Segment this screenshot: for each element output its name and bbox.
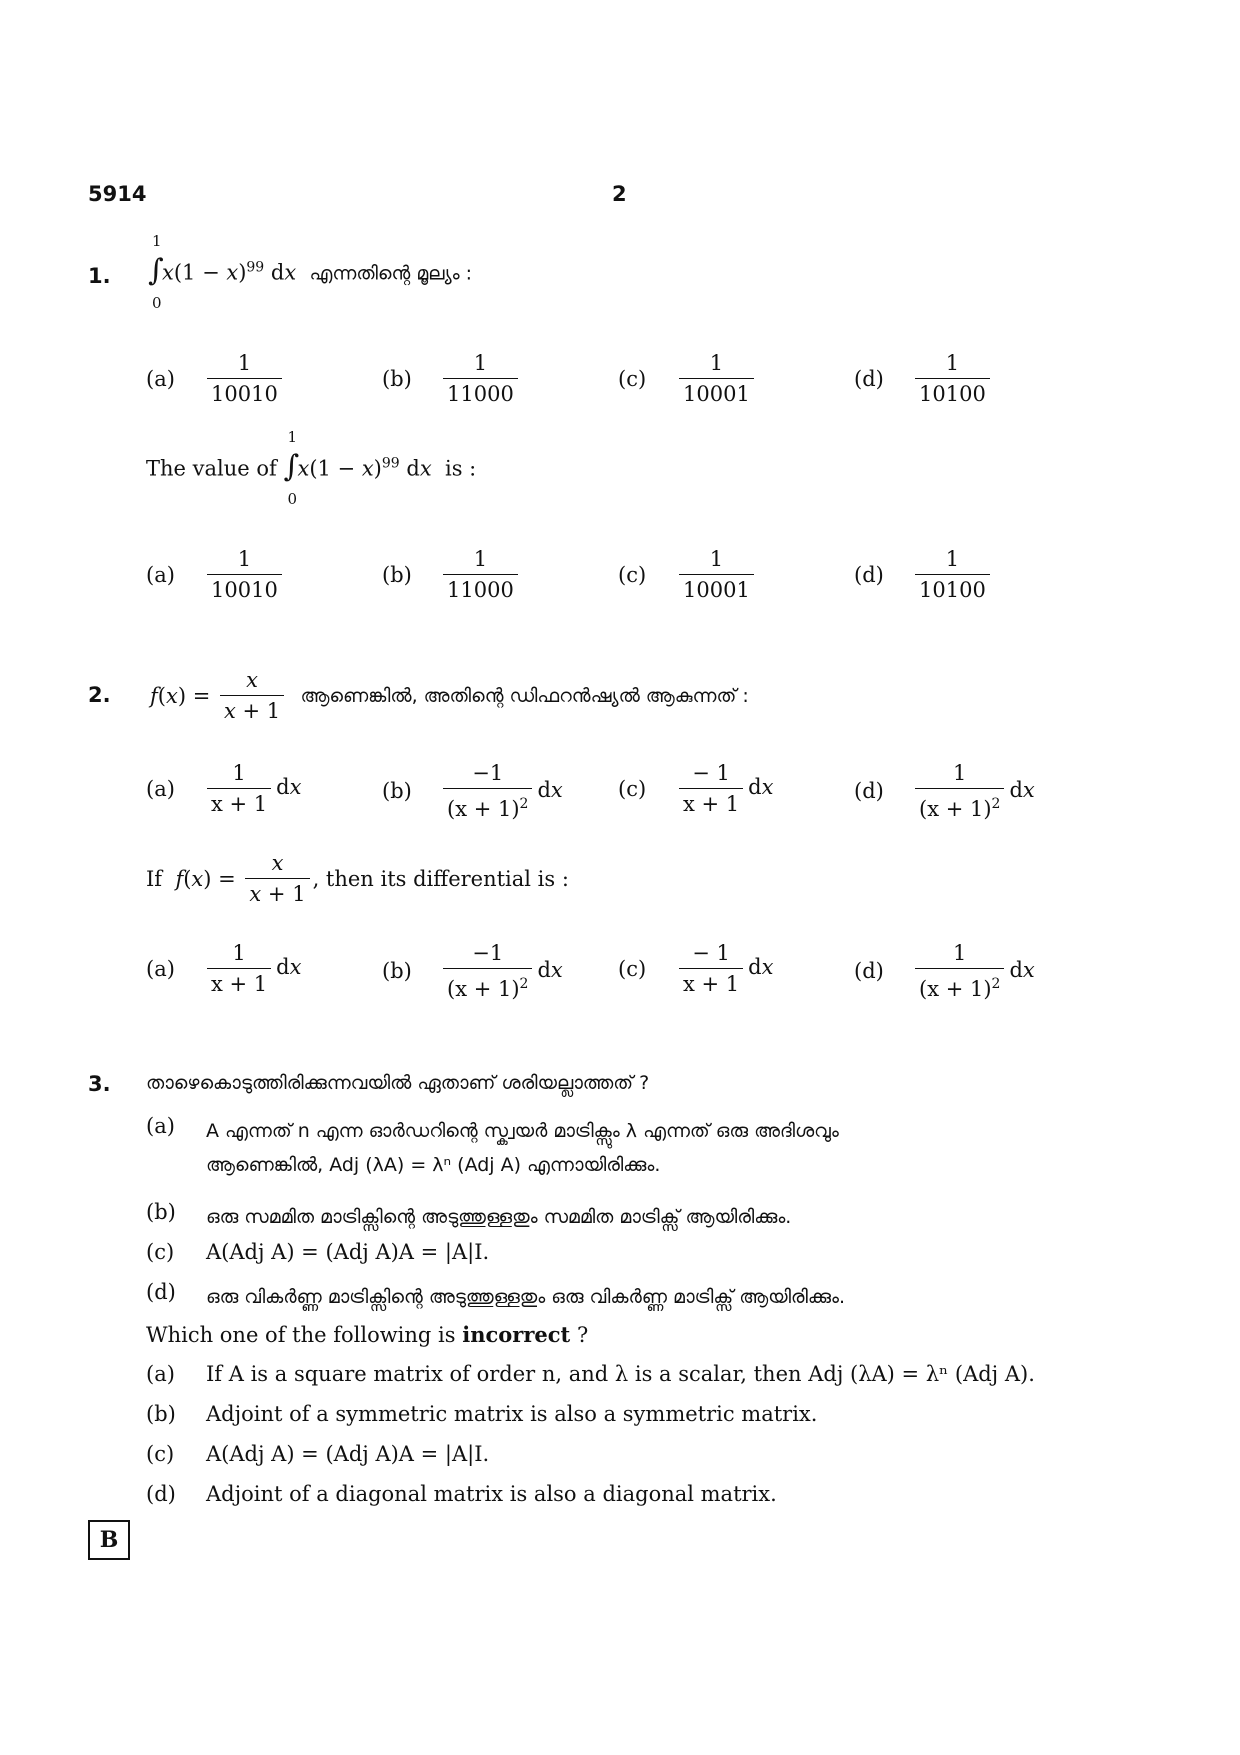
integral-sign: 1 ∫ 0 — [283, 428, 300, 508]
question-3-en-stem: Which one of the following is incorrect ? — [146, 1322, 589, 1347]
question-3-ml-stem: താഴെകൊടുത്തിരിക്കുന്നവയിൽ ഏതാണ് ശരിയല്ലാത്തത് ? — [146, 1072, 650, 1094]
q1-ml-option-b: (b) $\frac{1}{11000}$ — [382, 350, 521, 407]
question-2-number: 2. — [88, 683, 111, 707]
q1-ml-option-a: (a) $\frac{1}{10010}$ — [146, 350, 285, 407]
q2-en-option-d: (d) $\frac{1}{(x + 1)^2}$ dx — [854, 941, 1035, 1001]
q2-ml-option-a: (a) $\frac{1}{x + 1}$ dx — [146, 761, 302, 816]
q2-ml-option-c: (c) $\frac{- 1}{x + 1}$ dx — [618, 761, 774, 816]
q1-en-option-d: (d) $\frac{1}{10100}$ — [854, 546, 993, 603]
q1-en-option-c: (c) $\frac{1}{10001}$ — [618, 546, 757, 603]
q3-en-option-a: (a) If A is a square matrix of order n, and λ is a scalar, then Adj (λA) = λⁿ (Adj A). — [146, 1362, 1035, 1386]
q2-en-option-a: (a) $\frac{1}{x + 1}$ dx — [146, 941, 302, 996]
q2-en-option-b: (b) $\frac{-1}{(x + 1)^2}$ dx — [382, 941, 563, 1001]
integral-sign: 1 ∫ 0 — [148, 232, 164, 312]
q1-ml-option-c: (c) $\frac{1}{10001}$ — [618, 350, 757, 407]
q1-en-option-a: (a) $\frac{1}{10010}$ — [146, 546, 285, 603]
question-2-en-stem: If f ( x ) = $\frac{x}{x + 1}$ , then its differential is : — [146, 851, 569, 906]
q3-en-option-d: (d) Adjoint of a diagonal matrix is also a diagonal matrix. — [146, 1482, 777, 1506]
q2-ml-option-b: (b) $\frac{-1}{(x + 1)^2}$ dx — [382, 761, 563, 821]
series-box: B — [88, 1520, 130, 1560]
question-1-en-stem: The value of 1 ∫ 0 $x(1 - x)^{99}$ dx is : — [146, 428, 477, 508]
question-1-number: 1. — [88, 264, 111, 288]
q2-en-option-c: (c) $\frac{- 1}{x + 1}$ dx — [618, 941, 774, 996]
q3-ml-option-d: (d) ഒരു വികർണ്ണ മാട്രിക്സിന്റെ അടുത്തുള്ളതും ഒരു വികർണ്ണ മാട്രിക്സ് ആയിരിക്കും. — [146, 1280, 846, 1308]
q3-ml-option-a: (a) A എന്നത് n എന്ന ഓർഡറിന്റെ സ്ക്വയർ മാട്രിക്സും λ എന്നത് ഒരു അദിശവും ആണെങ്കിൽ, Adj (λA) = λⁿ (Adj A) എന്നായിരിക്കും. — [146, 1114, 839, 1176]
q3-ml-option-b: (b) ഒരു സമമിത മാട്രിക്സിന്റെ അടുത്തുള്ളതും സമമിത മാട്രിക്സ് ആയിരിക്കും. — [146, 1200, 792, 1228]
q1-ml-option-d: (d) $\frac{1}{10100}$ — [854, 350, 993, 407]
q3-ml-option-c: (c) A(Adj A) = (Adj A)A = |A|I. — [146, 1240, 490, 1264]
question-2-ml-stem: f ( x ) = $\frac{x}{x + 1}$ ആണെങ്കിൽ, അതിന്റെ ഡിഫറൻഷ്യൽ ആകുന്നത് : — [150, 668, 749, 723]
q3-en-option-c: (c) A(Adj A) = (Adj A)A = |A|I. — [146, 1442, 490, 1466]
paper-code: 5914 — [88, 182, 147, 206]
question-1-ml-stem: 1 ∫ 0 $x(1 - x)^{99}$ dx എന്നതിന്റെ മൂല്യം : — [148, 232, 473, 312]
page-number: 2 — [612, 182, 627, 206]
q3-en-option-b: (b) Adjoint of a symmetric matrix is also a symmetric matrix. — [146, 1402, 818, 1426]
question-3-number: 3. — [88, 1072, 111, 1096]
q1-en-option-b: (b) $\frac{1}{11000}$ — [382, 546, 521, 603]
q2-ml-option-d: (d) $\frac{1}{(x + 1)^2}$ dx — [854, 761, 1035, 821]
